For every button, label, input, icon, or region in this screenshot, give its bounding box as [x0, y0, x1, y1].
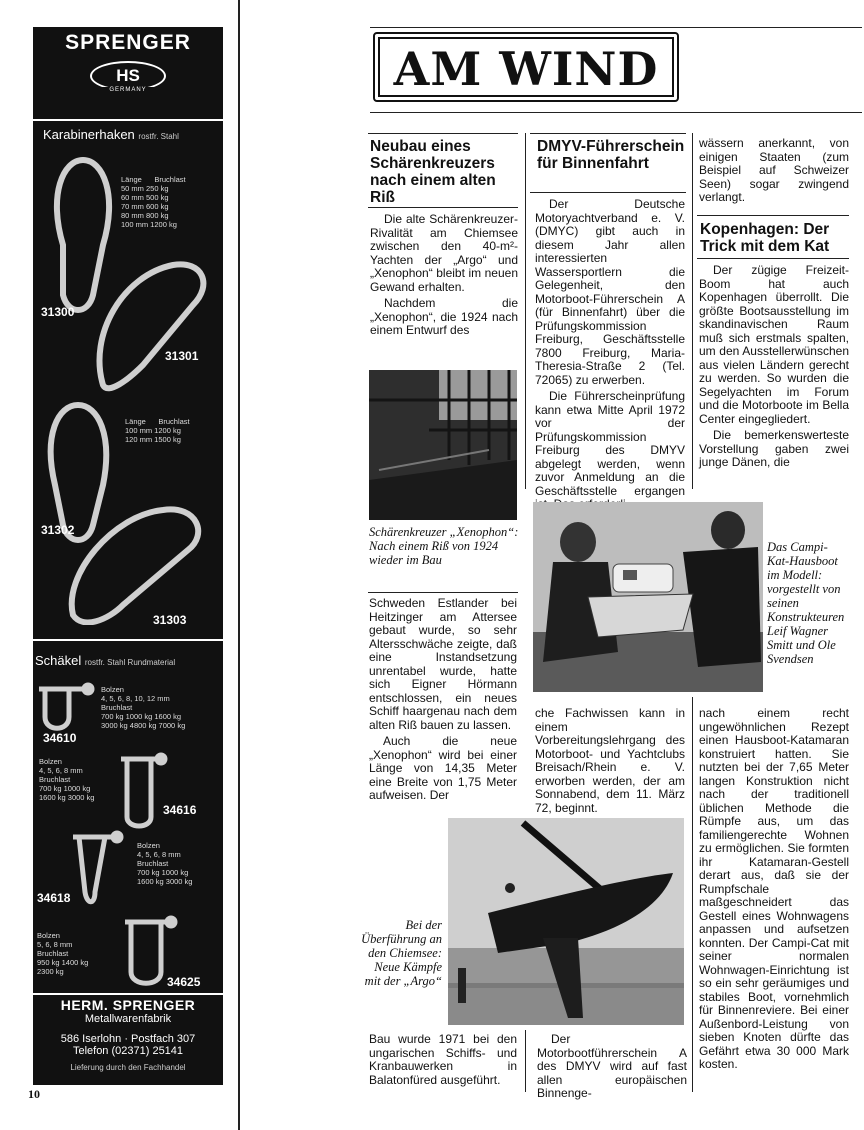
code-34618: 34618 [37, 891, 71, 905]
code-34625: 34625 [167, 975, 201, 989]
code-34616: 34616 [163, 803, 197, 817]
article-headline-dmyv: DMYV-Führerschein für Binnenfahrt [537, 138, 685, 172]
ad-brand: SPRENGER [65, 31, 191, 54]
karabiner-heading: Karabinerhaken rostfr. Stahl [43, 127, 179, 142]
company-name: HERM. SPRENGER [60, 997, 196, 1013]
col2-top-rule [530, 133, 686, 134]
paragraph: Nachdem die „Xenophon“, die 1924 nach einem Entwurf des [370, 296, 518, 337]
caption-campi-kat: Das Campi-Kat-Hausboot im Modell: vorgestellt von seinen Konstrukteuren Leif Wagner Smitt und Ole Svendsen [767, 540, 845, 666]
paragraph: Der Deutsche Motoryachtverband e. V. (DMYC) gibt auch in diesem Jahr allen interessierten Wassersportlern die Gelegenheit, den Motorboot-Führerschein A (für Binnenfahrt) über die Prüfungskommission Freiburg, Geschäftsstelle 7800 Freiburg, Maria-Theresia-Straße 2 (Tel. 72065) zu erwerben. [535, 197, 685, 387]
shackle-spec-2: Bolzen 4, 5, 6, 8 mm Bruchlast 700 kg 1000 kg 1600 kg 3000 kg [39, 757, 95, 802]
col-divider [692, 697, 693, 1092]
col2-body-mid [535, 707, 685, 818]
article-headline-schaerenkreuzer: Neubau eines Schärenkreuzers nach einem alten Riß [370, 138, 496, 206]
paragraph: Die bemerkenswerteste Vorstellung gaben zwei junge Dänen, die [699, 428, 849, 469]
ad-divider [33, 639, 223, 641]
paragraph: Der zügige Freizeit-Boom hat auch Kopenhagen überrollt. Die größte Bootsausstellung im skandinavischen Raum muß sich erstmals spalten, um den Ausstellerwünschen aus vielen Ländern gerecht zu werden. So wurden die Segelyachten im Forum und die Motorboote im Bella Center eingegliedert. [699, 263, 849, 426]
photo-argo-transfer [448, 818, 684, 1025]
sprenger-advertisement [33, 27, 223, 1085]
col1-caption-rule [368, 592, 518, 593]
col-divider [525, 133, 526, 489]
col1-body-mid [369, 597, 517, 806]
photo-campi-kat-model [533, 502, 763, 692]
article-headline-kopenhagen: Kopenhagen: Der Trick mit dem Kat [700, 221, 830, 255]
paragraph: Die Führerscheinprüfung kann etwa Mitte April 1972 vor der Prüfungskommission Freiburg des DMYV abgelegt werden, wenn zuvor Anmeldung an die Geschäftsstelle ergangen [535, 389, 685, 498]
col2-headline-rule [530, 192, 686, 193]
paragraph: che Fachwissen kann in einem Vorbereitungslehrgang des Motorboot- und Yachtclubs Breisach/Rhein e. V. erworben werden, der am Sonnabend, dem 11. März 72, beginnt. [535, 706, 685, 815]
code-31302: 31302 [41, 523, 75, 537]
section-banner: AM WIND [378, 37, 674, 97]
karabiner-spec-1: Länge Bruchlast 50 mm 250 kg 60 mm 500 kg 70 mm 600 kg 80 mm 800 kg 100 mm 1200 kg [121, 175, 186, 229]
paragraph: Auch die neue „Xenophon“ wird bei einer Länge von 14,35 Meter eine Breite von 1,75 Meter aufweisen. Der [369, 734, 517, 802]
col-divider [692, 133, 693, 489]
col2-body-top [535, 198, 685, 515]
karabiner-spec-2: Länge Bruchlast 100 mm 1200 kg 120 mm 1500 kg [125, 417, 190, 444]
photo-image [369, 370, 517, 520]
col1-top-rule [368, 133, 518, 134]
code-34610: 34610 [43, 731, 77, 745]
code-31300: 31300 [41, 305, 75, 319]
photo-image [533, 502, 763, 692]
shackle-spec-3: Bolzen 4, 5, 6, 8 mm Bruchlast 700 kg 1000 kg 1600 kg 3000 kg [137, 841, 193, 886]
paragraph: Bau wurde 1971 bei den ungarischen Schiffs- und Kranbauwerken in Balatonfüred ausgeführt. [369, 1032, 517, 1087]
col3-body-top [699, 137, 849, 208]
code-31303: 31303 [153, 613, 187, 627]
ad-divider [33, 993, 223, 995]
page-gutter-rule [238, 0, 240, 1130]
page-number: 10 [28, 1087, 40, 1101]
col3-headline-rule [697, 258, 849, 259]
ad-divider [33, 119, 223, 121]
paragraph: Die alte Schärenkreuzer-Rivalität am Chiemsee zwischen den 40-m²-Yachten der „Argo“ und „Xenophon“ bleibt im neuen Gewand erhalten. [370, 212, 518, 294]
col-divider [525, 1030, 526, 1092]
company-phone: Telefon (02371) 25141 [72, 1045, 184, 1057]
ad-footer [33, 997, 223, 1085]
header-rule [370, 27, 862, 28]
photo-xenophon-construction [369, 370, 517, 520]
paragraph: nach einem recht ungewöhnlichen Rezept einen Hausboot-Katamaran konstruiert hatten. Sie nutzten bei der 7,65 Meter langen Konstruktion nicht nach der traditionell üblichen Methode die Rümpfe aus, um das familiengerechte Wohnen zu ermöglichen. Sie formten ihr Katamaran-Gestell derart aus, daß sie der Rumpfschale maßgeschneidert das Gestell eines Wohnwagens anpassen und aufsetzen konnten. Der Campi-Cat mit seiner normalen Wohnwagen-Einrichtung ist so ein sehr geräumiges und stabiles Boot, vornehmlich für Binnenreviere. Bei einer Außenbord-Leistung von sieben Knoten dürfte das Gefährt etwa 30 000 Mark kosten. [699, 706, 849, 1071]
col2-body-bottom [537, 1033, 687, 1104]
col1-body-bottom [369, 1033, 517, 1090]
paragraph: wässern anerkannt, von einigen Staaten (zum Beispiel auf Schweizer Seen) sogar zwingend verlangt. [699, 136, 849, 204]
shackle-spec-4: Bolzen 5, 6, 8 mm Bruchlast 950 kg 1400 kg 2300 kg [37, 931, 89, 976]
code-31301: 31301 [165, 349, 199, 363]
paragraph: Schweden Estlander bei Heitzinger am Attersee gebaut wurde, so sehr Altersschwäche zeigte, daß eine Instandsetzung unrentabel wurde, hatte sich Eigner Hörmann entschlossen, ein neues Schiff haargenau nach dem alten Riß bauen zu lassen. [369, 596, 517, 732]
photo-image [448, 818, 684, 1025]
caption-xenophon: Schärenkreuzer „Xenophon“: Nach einem Riß von 1924 wieder im Bau [369, 525, 519, 567]
col1-body-top [370, 213, 518, 341]
hs-logo-sub: GERMANY [95, 87, 161, 93]
caption-argo: Bei der Überführung an den Chiemsee: Neue Kämpfe mit der „Argo“ [361, 918, 442, 988]
company-note: Lieferung durch den Fachhandel [70, 1063, 186, 1072]
col3-top-rule [697, 215, 849, 216]
company-sub: Metallwarenfabrik [84, 1013, 172, 1025]
col3-body-mid [699, 264, 849, 473]
header-rule-lower [370, 112, 862, 113]
paragraph: Der Motorbootführerschein A des DMYV wird auf fast allen europäischen Binnenge- [537, 1032, 687, 1100]
company-address: 586 Iserlohn · Postfach 307 [60, 1033, 196, 1045]
schaekel-heading: Schäkel rostfr. Stahl Rundmaterial [35, 653, 176, 668]
col3-body-bottom [699, 707, 849, 1075]
shackle-spec-1: Bolzen 4, 5, 6, 8, 10, 12 mm Bruchlast 700 kg 1000 kg 1600 kg 3000 kg 4800 kg 7000 kg [101, 685, 186, 730]
hs-logo: HS [90, 61, 166, 91]
col1-headline-rule [368, 207, 518, 208]
